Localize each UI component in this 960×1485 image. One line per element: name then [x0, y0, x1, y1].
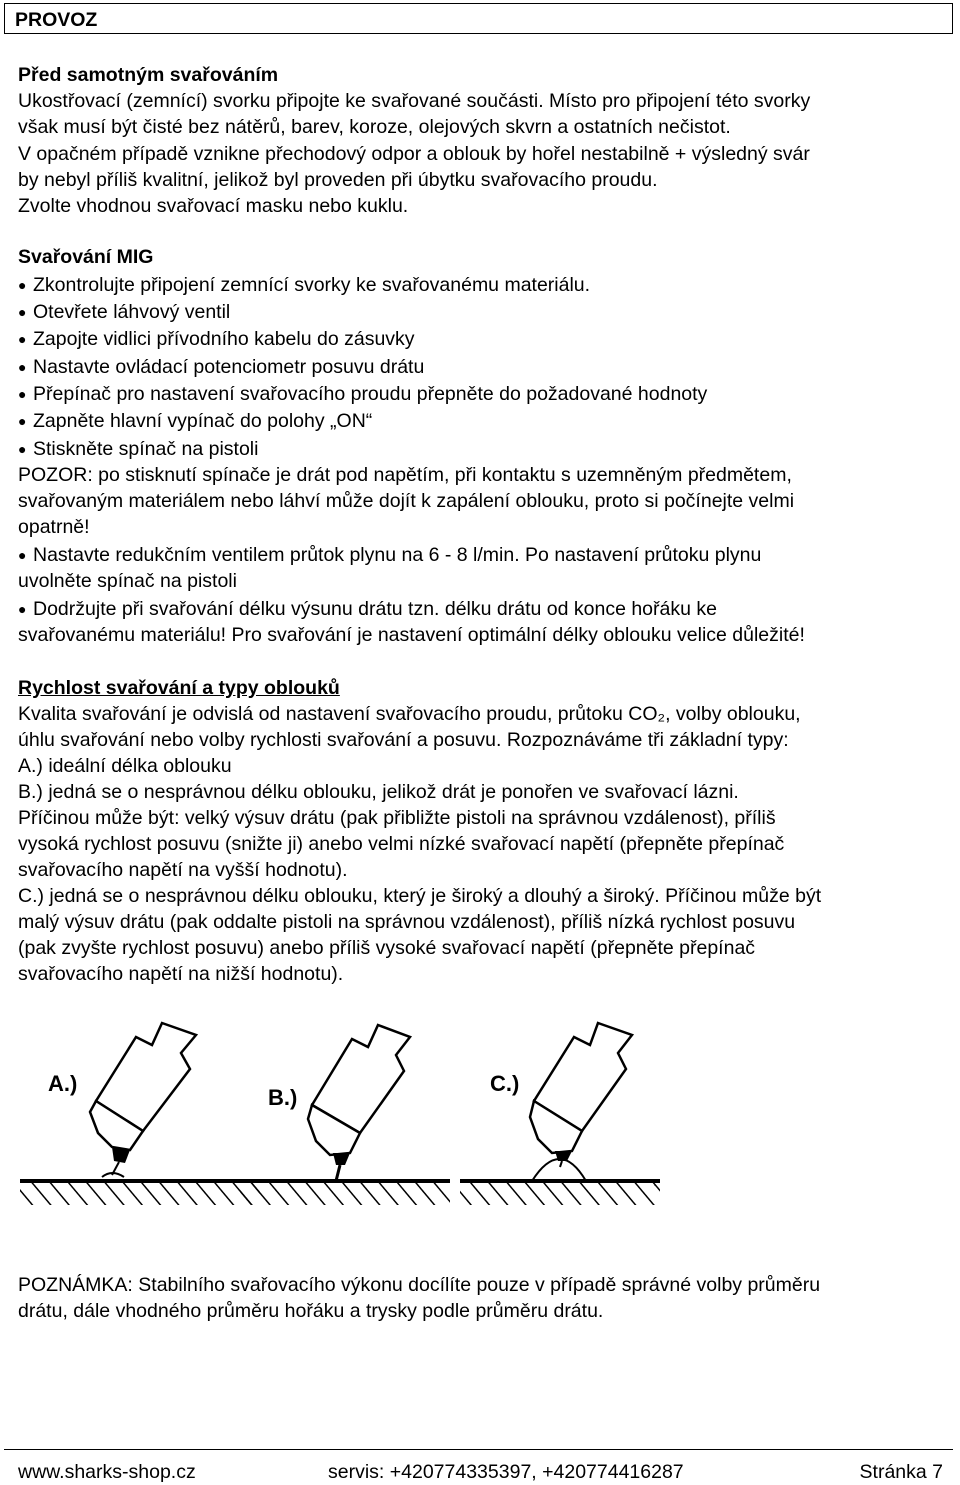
- heading-arc-types: Rychlost svařování a typy oblouků: [18, 677, 340, 699]
- paragraph-line: (pak zvyšte rychlost posuvu) anebo příliš vysoké svařovací napětí (přepněte přepínač: [18, 937, 756, 959]
- bullet-icon: ●: [18, 547, 27, 563]
- warning-line: svařovaným materiálem nebo láhví může dojít k zapálení oblouku, proto si počínejte velmi: [18, 490, 795, 512]
- paragraph-line: však musí být čisté bez nátěrů, barev, koroze, olejových skvrn a ostatních nečistot.: [18, 116, 731, 138]
- paragraph-line: úhlu svařování nebo volby rychlosti svařování a posuvu. Rozpoznáváme tři základní typy:: [18, 729, 789, 751]
- list-item: ● Přepínač pro nastavení svařovacího proudu přepněte do požadované hodnoty: [18, 381, 707, 407]
- section-header-box: [4, 3, 953, 34]
- bullet-icon: ●: [18, 304, 27, 320]
- list-item-continuation: svařovanému materiálu! Pro svařování je nastavení optimální délky oblouku velice důležité!: [18, 624, 805, 646]
- list-item-continuation: uvolněte spínač na pistoli: [18, 570, 237, 592]
- list-item: ● Nastavte ovládací potenciometr posuvu drátu: [18, 354, 424, 380]
- footer-service-phone: servis: +420774335397, +420774416287: [328, 1461, 684, 1483]
- footer-website: www.sharks-shop.cz: [18, 1461, 196, 1483]
- bullet-icon: ●: [18, 277, 27, 293]
- torch-b-icon: [240, 1025, 450, 1205]
- bullet-icon: ●: [18, 601, 27, 617]
- paragraph-line: A.) ideální délka oblouku: [18, 755, 232, 777]
- paragraph-line: B.) jedná se o nesprávnou délku oblouku, jelikož drát je ponořen ve svařovací lázni.: [18, 781, 739, 803]
- note-line: POZNÁMKA: Stabilního svařovacího výkonu docílíte pouze v případě správné volby průměru: [18, 1274, 821, 1296]
- list-item: ● Zapojte vidlici přívodního kabelu do zásuvky: [18, 326, 415, 352]
- paragraph-line: Ukostřovací (zemnící) svorku připojte ke svařované součásti. Místo pro připojení této svorky: [18, 90, 811, 112]
- warning-line: opatrně!: [18, 516, 90, 538]
- arc-types-illustration: [0, 1015, 960, 1215]
- bullet-icon: ●: [18, 331, 27, 347]
- paragraph-line: by nebyl příliš kvalitní, jelikož byl proveden při úbytku svařovacího proudu.: [18, 169, 658, 191]
- label-a: A.): [48, 1071, 78, 1096]
- torch-a-icon: [20, 1023, 260, 1205]
- torch-c-icon: [460, 1023, 660, 1205]
- list-item: ● Stiskněte spínač na pistoli: [18, 436, 258, 462]
- list-item: ● Otevřete láhvový ventil: [18, 299, 230, 325]
- paragraph-line: malý výsuv drátu (pak oddalte pistoli na správnou vzdálenost), příliš nízká rychlost posuvu: [18, 911, 796, 933]
- label-c: C.): [490, 1071, 520, 1096]
- section-title: PROVOZ: [15, 9, 98, 31]
- bullet-icon: ●: [18, 413, 27, 429]
- paragraph-line: Kvalita svařování je odvislá od nastavení svařovacího proudu, průtoku CO₂, volby oblouku,: [18, 703, 801, 725]
- paragraph-line: V opačném případě vznikne přechodový odpor a oblouk by hořel nestabilně + výsledný svár: [18, 143, 810, 165]
- footer-divider: [4, 1449, 953, 1450]
- label-b: B.): [268, 1085, 298, 1110]
- heading-mig-welding: Svařování MIG: [18, 246, 154, 268]
- paragraph-line: svařovacího napětí na vyšší hodnotu).: [18, 859, 348, 881]
- paragraph-line: Příčinou může být: velký výsuv drátu (pak přibližte pistoli na správnou vzdálenost), příliš: [18, 807, 776, 829]
- list-item: ● Nastavte redukčním ventilem průtok plynu na 6 - 8 l/min. Po nastavení průtoku plynu: [18, 542, 761, 568]
- footer-page-number: Stránka 7: [859, 1461, 943, 1483]
- list-item: ● Zkontrolujte připojení zemnící svorky ke svařovanému materiálu.: [18, 272, 590, 298]
- list-item: ● Zapněte hlavní vypínač do polohy „ON“: [18, 408, 372, 434]
- note-line: drátu, dále vhodného průměru hořáku a trysky podle průměru drátu.: [18, 1300, 604, 1322]
- paragraph-line: vysoká rychlost posuvu (snižte ji) anebo velmi nízké svařovací napětí (přepněte přepínač: [18, 833, 785, 855]
- warning-line: POZOR: po stisknutí spínače je drát pod napětím, při kontaktu s uzemněným předmětem,: [18, 464, 792, 486]
- bullet-icon: ●: [18, 441, 27, 457]
- paragraph-line: svařovacího napětí na nižší hodnotu).: [18, 963, 344, 985]
- paragraph-line: Zvolte vhodnou svařovací masku nebo kuklu.: [18, 195, 409, 217]
- heading-before-welding: Před samotným svařováním: [18, 64, 279, 86]
- arc-types-figure: [0, 1015, 960, 1215]
- bullet-icon: ●: [18, 386, 27, 402]
- paragraph-line: C.) jedná se o nesprávnou délku oblouku, který je široký a dlouhý a široký. Příčinou může být: [18, 885, 822, 907]
- list-item: ● Dodržujte při svařování délku výsunu drátu tzn. délku drátu od konce hořáku ke: [18, 596, 717, 622]
- bullet-icon: ●: [18, 359, 27, 375]
